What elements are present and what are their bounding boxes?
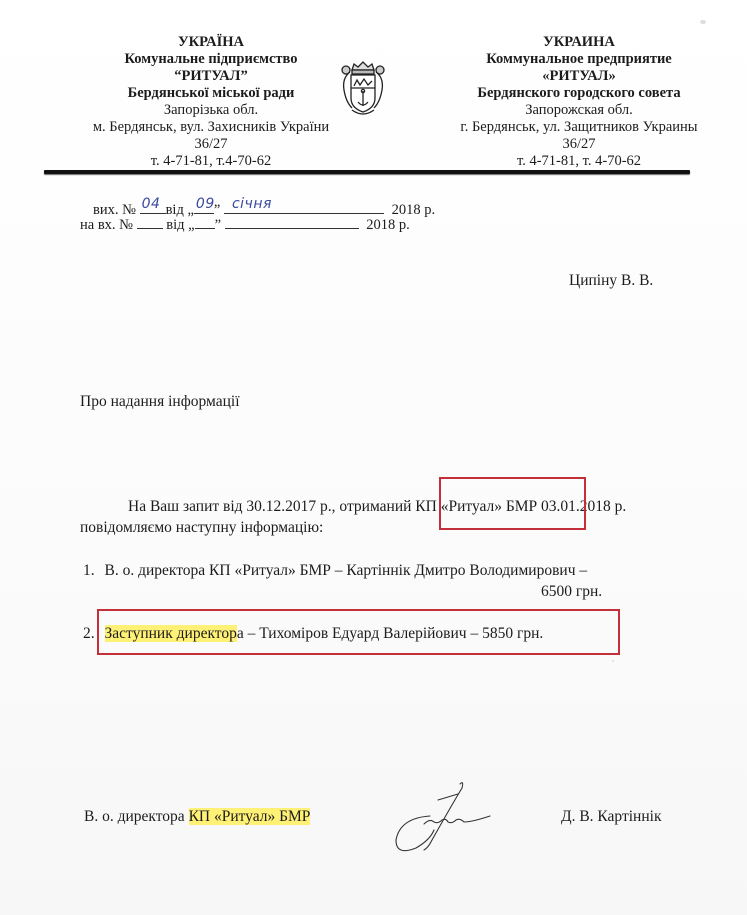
- list-text: В. о. директора КП «Ритуал» БМР – Картіннік Дмитро Володимирович –: [104, 562, 588, 579]
- position-title: В. о. директора: [84, 808, 189, 825]
- phone-numbers: т. 4-71-81, т. 4-70-62: [516, 153, 642, 169]
- intro-line-1: [80, 496, 680, 517]
- list-number: 1.: [83, 562, 95, 579]
- org-type: Коммунальное предприятие: [486, 51, 672, 67]
- incoming-number-label: на вх. №: [80, 217, 134, 233]
- outgoing-number: 04: [141, 196, 161, 212]
- annotation-box-org: [439, 477, 586, 530]
- incoming-month-field: [225, 214, 359, 229]
- outgoing-month: січня: [231, 196, 272, 212]
- from-label: від „: [166, 217, 195, 233]
- letter-subject: Про надання інформації: [80, 393, 240, 410]
- scan-artifact: [700, 20, 706, 24]
- incoming-day-field: [195, 214, 215, 229]
- street-address: г. Бердянськ, ул. Защитников Украины: [460, 119, 698, 135]
- org-type: Комунальне підприємство: [124, 51, 298, 67]
- incoming-number-field: [137, 214, 163, 229]
- intro-paragraph: [80, 496, 680, 538]
- list-item-1: [83, 560, 587, 581]
- month-field: [224, 196, 384, 214]
- outgoing-day: 09: [195, 196, 215, 212]
- incoming-registration: [80, 214, 410, 234]
- intro-org-name: КП «Ритуал» БМР: [415, 498, 538, 515]
- council-name: Бердянської міської ради: [127, 85, 295, 101]
- letterhead-divider: [44, 170, 690, 174]
- country-label: УКРАЇНА: [177, 34, 245, 50]
- outgoing-year: 2018 р.: [391, 202, 436, 218]
- region: Запорожская обл.: [525, 102, 633, 118]
- region: Запорізька обл.: [163, 102, 259, 118]
- letterhead-russian: [445, 4, 713, 170]
- street-address: м. Бердянськ, вул. Захисників України: [92, 119, 330, 135]
- annotation-box-deputy: [97, 609, 620, 655]
- building-number: 36/27: [562, 136, 596, 152]
- intro-text: На Ваш запит від 30.12.2017 р., отриманий: [128, 498, 416, 515]
- signatory-position: [84, 808, 310, 826]
- from-label: від „: [165, 202, 194, 218]
- quote-close: ”: [213, 202, 221, 218]
- building-number: 36/27: [194, 136, 228, 152]
- org-name: “РИТУАЛ”: [174, 68, 248, 84]
- city-coat-of-arms-icon: [338, 58, 388, 120]
- intro-date: 03.01.2018 р.: [537, 498, 627, 515]
- signatory-name: Д. В. Картіннік: [561, 808, 662, 825]
- list-number: 2.: [83, 625, 95, 642]
- org-name: «РИТУАЛ»: [542, 68, 616, 84]
- intro-line-2: повідомляємо наступну інформацію:: [80, 519, 324, 536]
- list-text: а – Тихоміров Едуард Валерійович – 5850 грн.: [236, 625, 544, 642]
- outgoing-number-label: вих. №: [93, 202, 136, 218]
- addressee: Ципіну В. В.: [569, 272, 654, 289]
- highlighted-position: Заступник директор: [104, 625, 237, 642]
- country-label: УКРАИНА: [543, 34, 615, 50]
- incoming-year: 2018 р.: [366, 217, 410, 233]
- council-name: Бердянского городского совета: [477, 85, 681, 101]
- scan-artifact: [612, 660, 614, 662]
- highlighted-org-name: КП «Ритуал» БМР: [188, 808, 311, 825]
- day-field: [194, 196, 215, 214]
- list-item-1-amount: 6500 грн.: [541, 583, 603, 600]
- handwritten-signature-icon: [390, 778, 500, 858]
- quote-close: ”: [214, 217, 222, 233]
- outgoing-number-field: [140, 196, 166, 214]
- letterhead-ukrainian: [80, 4, 342, 170]
- phone-numbers: т. 4-71-81, т.4-70-62: [150, 153, 272, 169]
